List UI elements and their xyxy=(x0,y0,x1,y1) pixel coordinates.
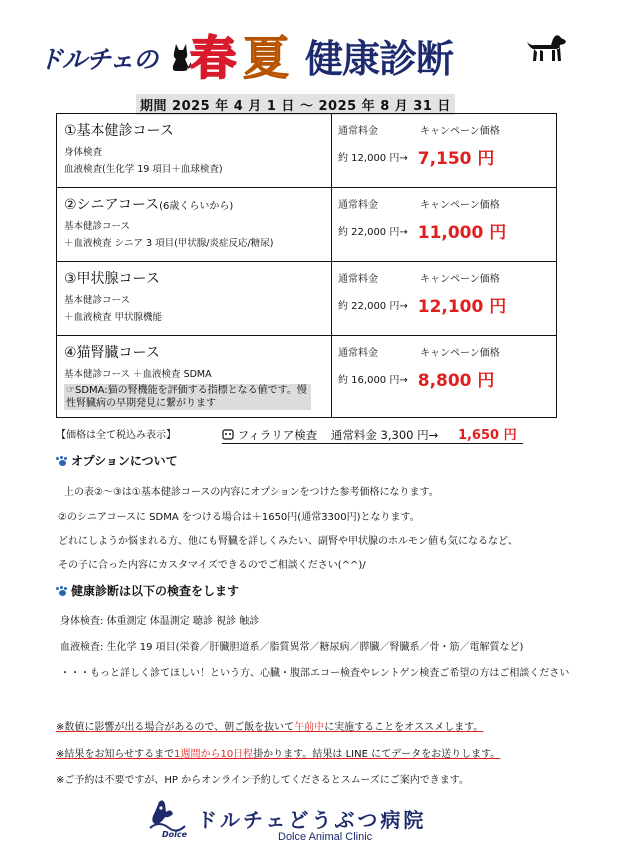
notice-reservation: ※ご予約は不要ですが、HP からオンライン予約してくださるとスムーズにご案内できます。 xyxy=(56,775,470,786)
course-row xyxy=(57,114,557,188)
notice-results: ※結果をお知らせするまで1週間から10日程掛かります。結果は LINE にてデータをお送りします。 xyxy=(56,749,501,760)
course-detail: 血液検査(生化学 19 項目＋血球検査) xyxy=(64,164,223,175)
campaign-price: 11,000 円 xyxy=(417,223,507,243)
title-health-check: 健康診断 xyxy=(305,37,454,81)
course-detail: 基本健診コース xyxy=(64,295,131,306)
options-heading: オプションについて xyxy=(56,452,178,469)
regular-price: 約 22,000 円→ xyxy=(338,301,408,312)
clinic-name-en: Dolce Animal Clinic xyxy=(278,831,373,843)
dog-silhouette-icon xyxy=(525,34,567,62)
course-price-table xyxy=(56,113,557,418)
regular-price-label: 通常料金 xyxy=(338,200,378,211)
filaria-regular-price: 通常料金 3,300 円→ xyxy=(330,428,439,442)
blood-exam-label: 血液検査: xyxy=(60,642,104,653)
clinic-name: ドルチェどうぶつ病院 xyxy=(197,808,427,832)
campaign-price: 12,100 円 xyxy=(417,297,507,317)
course-name-sub: (6歳くらいから) xyxy=(159,201,234,212)
options-line: その子に合った内容にカスタマイズできるのでご相談ください(^^)/ xyxy=(58,560,366,571)
course-name: ①基本健診コース xyxy=(64,123,174,139)
course-detail: 身体検査 xyxy=(64,147,103,158)
campaign-price: 8,800 円 xyxy=(417,371,495,391)
sdma-note: ☞SDMA:猫の腎機能を評価する指標となる値です。慢性腎臓病の早期発見に繋がります xyxy=(64,384,311,410)
filaria-label: フィラリア検査 xyxy=(237,428,318,442)
course-detail: ＋血液検査 シニア 3 項目(甲状腺/炎症反応/糖尿) xyxy=(64,238,274,249)
regular-price: 約 12,000 円→ xyxy=(338,153,408,164)
course-row xyxy=(57,188,557,262)
course-row xyxy=(57,336,557,418)
paw-icon xyxy=(56,456,68,466)
blood-exam-items: 生化学 19 項目(栄養／肝臓胆道系／脂質異常／糖尿病／膵臓／腎臓系／骨・筋／電解質など) xyxy=(106,642,524,653)
physical-exam-items: 体重測定 体温測定 聴診 視診 触診 xyxy=(106,616,260,627)
campaign-price-label: キャンペーン価格 xyxy=(420,200,500,211)
course-name: ④猫腎臓コース xyxy=(64,345,160,361)
cat-silhouette-icon xyxy=(170,42,192,72)
tax-note: 【価格は全て税込み表示】 xyxy=(56,430,176,441)
filaria-campaign-price: 1,650 円 xyxy=(457,428,517,443)
dog-face-icon xyxy=(222,429,234,440)
course-row xyxy=(57,262,557,336)
physical-exam-label: 身体検査: xyxy=(60,616,104,627)
options-line: 上の表②～③は①基本健診コースの内容にオプションをつけた参考価格になります。 xyxy=(64,487,439,498)
brand-prefix: ドルチェの xyxy=(38,45,158,74)
regular-price: 約 16,000 円→ xyxy=(338,375,408,386)
clinic-logo-text: Dolce xyxy=(162,830,188,839)
regular-price-label: 通常料金 xyxy=(338,126,378,137)
course-detail: 基本健診コース ＋血液検査 SDMA xyxy=(64,369,212,380)
filaria-line xyxy=(222,424,523,444)
course-name: ②シニアコース(6歳くらいから) xyxy=(64,197,234,213)
regular-price-label: 通常料金 xyxy=(338,274,378,285)
options-line: どれにしようか悩まれる方、他にも腎臓を詳しくみたい、副腎や甲状腺のホルモン値も気になるなど、 xyxy=(58,536,518,547)
physical-exam-line xyxy=(60,612,259,627)
blood-exam-line xyxy=(60,638,523,653)
course-detail: ＋血液検査 甲状腺機能 xyxy=(64,312,163,323)
campaign-period: 期間 2025 年 4 月 1 日 ～ 2025 年 8 月 31 日 xyxy=(136,94,455,115)
regular-price: 約 22,000 円→ xyxy=(338,227,408,238)
notice-fasting: ※数値に影響が出る場合があるので、朝ご飯を抜いて午前中に実施することをオススメします。 xyxy=(56,722,484,733)
campaign-price-label: キャンペーン価格 xyxy=(420,126,500,137)
campaign-price: 7,150 円 xyxy=(417,149,495,169)
exams-more-line: ・・・もっと詳しく診てほしい！という方、心臓・腹部エコー検査やレントゲン検査ご希望の方はご相談ください xyxy=(60,668,570,679)
title-spring: 春 xyxy=(190,31,234,85)
campaign-price-label: キャンペーン価格 xyxy=(420,348,500,359)
course-detail: 基本健診コース xyxy=(64,221,131,232)
paw-icon xyxy=(56,586,68,596)
options-line: ②のシニアコースに SDMA をつける場合は＋1650円(通常3300円)となります。 xyxy=(58,512,420,523)
title-summer: 夏 xyxy=(243,31,289,85)
course-name: ③甲状腺コース xyxy=(64,271,160,287)
campaign-price-label: キャンペーン価格 xyxy=(420,274,500,285)
exams-heading: 健康診断は以下の検査をします xyxy=(56,582,239,599)
regular-price-label: 通常料金 xyxy=(338,348,378,359)
